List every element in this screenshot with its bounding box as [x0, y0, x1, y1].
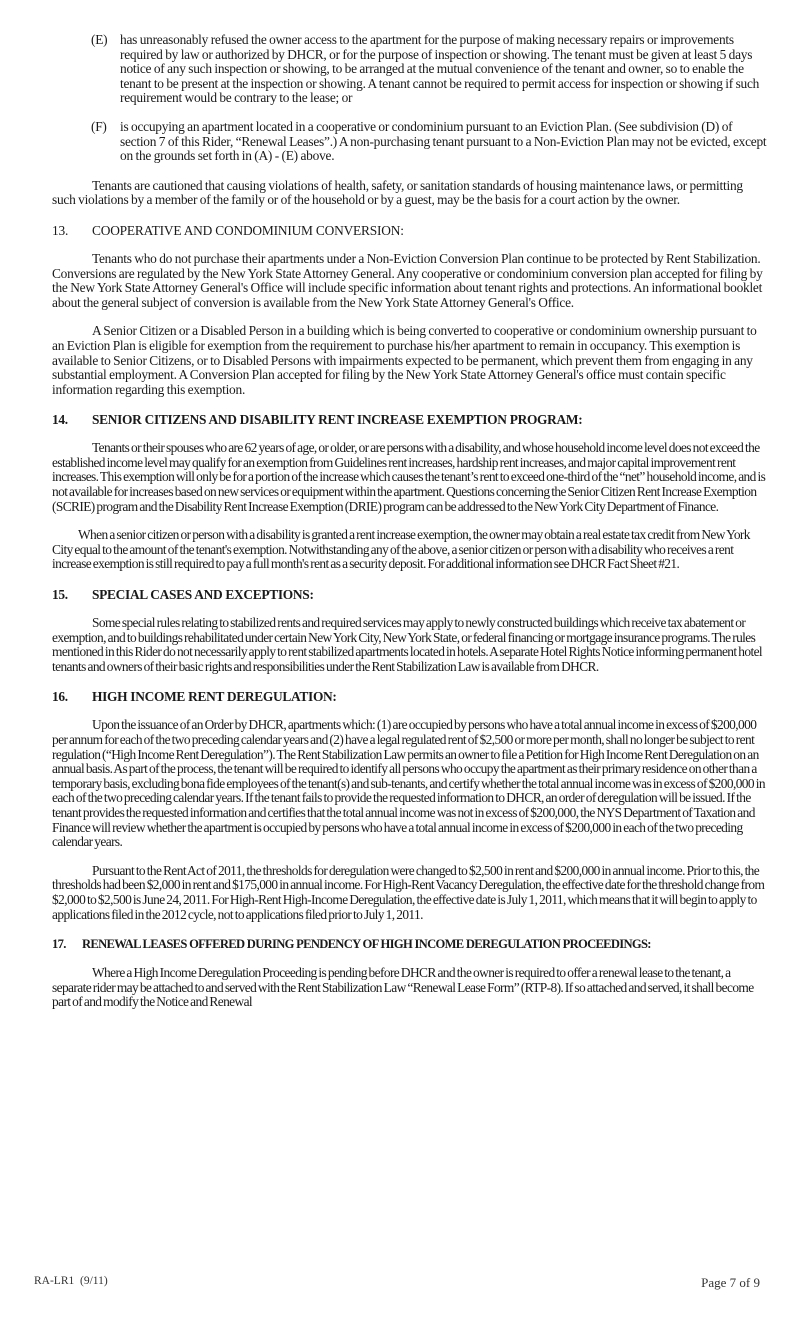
list-item-text: is occupying an apartment located in a cooperative or condominium pursuant to an Eviction Plan. (See subdivision (D) of section 7 of this Rider, “Renewal Leases”.) A non-purchasing tenant pursuant to a Non-Eviction Plan may not be evicted, except on the grounds set forth in (A) - (E) above. [120, 118, 767, 164]
list-item-f [52, 120, 768, 164]
caution-paragraph: Tenants are cautioned that causing violations of health, safety, or sanitation standards of housing maintenance laws, or permitting such violations by a member of the family or of the household or by a guest, may be the basis for a court action by the owner. [52, 177, 743, 208]
list-item-label: (F) [91, 118, 107, 134]
section-paragraph: Where a High Income Deregulation Proceeding is pending before DHCR and the owner is required to offer a renewal lease to the tenant, a separate rider may be attached to and served with the Rent Stabilization Law “Renewal Lease Form” (RTP-8). If so attached and served, it shall become part of and modify the Notice and Renewal [52, 965, 754, 1010]
section-title: SENIOR CITIZENS AND DISABILITY RENT INCREASE EXEMPTION PROGRAM: [92, 412, 583, 428]
section-heading-14 [52, 412, 768, 427]
section-title: HIGH INCOME RENT DEREGULATION: [92, 689, 337, 705]
page-footer [34, 1275, 766, 1291]
section-number: 13. [52, 222, 69, 238]
section-number: 17. [52, 937, 66, 952]
section-heading-17 [52, 937, 768, 952]
section-title: SPECIAL CASES AND EXCEPTIONS: [92, 587, 314, 603]
form-identifier: RA-LR1 (9/11) [34, 1275, 108, 1287]
list-item-text: has unreasonably refused the owner access to the apartment for the purpose of making necessary repairs or improvements required by law or authorized by DHCR, or for the purpose of inspection or showing. The tenant must be given at least 5 days notice of any such inspection or showing, to be arranged at the mutual convenience of the tenant and owner, so to enable the tenant to be present at the inspection or showing. A tenant cannot be required to permit access for inspection or showing if such requirement would be contrary to the lease; or [120, 32, 760, 106]
page-number: Page 7 of 9 [701, 1275, 760, 1290]
list-item-e [52, 33, 768, 106]
list-item-label: (E) [91, 32, 108, 47]
section-number: 15. [52, 587, 68, 603]
section-paragraph: Tenants who do not purchase their apartments under a Non-Eviction Conversion Plan continue to be protected by Rent Stabilization. Conversions are regulated by the New York State Attorney General. Any cooperative or condominium conversion plan accepted for filing by the New York State Attorney General's Office will include specific information about tenant rights and protections. An informational booklet about the general subject of conversion is available from the New York State Attorney General's Office. [52, 250, 763, 310]
section-heading-16 [52, 689, 768, 704]
section-paragraph: When a senior citizen or person with a disability is granted a rent increase exemption, the owner may obtain a real estate tax credit from New York City equal to the amount of the tenant's exemption. Notwithstanding any of the above, a senior citizen or person with a disability who receives a rent increase exemption is still required to pay a full month's rent as a security deposit. For additional information see DHCR Fact Sheet #21. [52, 527, 750, 572]
section-number: 14. [52, 412, 68, 428]
section-paragraph: Some special rules relating to stabilized rents and required services may apply to newly constructed buildings which receive tax abatement or exemption, and to buildings rehabilitated under certain New York City, New York State, or federal financing or mortgage insurance programs. The rules mentioned in this Rider do not necessarily apply to rent stabilized apartments located in hotels. A separate Hotel Rights Notice informing permanent hotel tenants and owners of their basic rights and responsibilities under the Rent Stabilization Law is available from DHCR. [52, 615, 763, 674]
section-title: COOPERATIVE AND CONDOMINIUM CONVERSION: [92, 222, 404, 238]
section-paragraph: A Senior Citizen or a Disabled Person in a building which is being converted to cooperative or condominium ownership pursuant to an Eviction Plan is eligible for exemption from the requirement to purchase his/her apartment to remain in occupancy. This exemption is available to Senior Citizens, or to Disabled Persons with impairments expected to be permanent, which prevent them from engaging in any substantial employment. A Conversion Plan accepted for filing by the New York State Attorney General's office must contain specific information regarding this exemption. [52, 323, 757, 397]
section-paragraph: Pursuant to the Rent Act of 2011, the thresholds for deregulation were changed to $2,500 in rent and $200,000 in annual income. Prior to this, the thresholds had been $2,000 in rent and $175,000 in annual income. For High-Rent Vacancy Deregulation, the effective date for the threshold change from $2,000 to $2,500 is June 24, 2011. For High-Rent High-Income Deregulation, the effective date is July 1, 2011, which means that it will begin to apply to applications filed in the 2012 cycle, not to applications filed prior to July 1, 2011. [52, 862, 765, 922]
section-number: 16. [52, 689, 68, 705]
section-heading-15 [52, 587, 768, 602]
section-heading-13 [52, 223, 768, 238]
section-paragraph: Upon the issuance of an Order by DHCR, apartments which: (1) are occupied by persons who have a total annual income in excess of $200,000 per annum for each of the two preceding calendar years and (2) have a legal regulated rent of $2,500 or more per month, shall no longer be subject to rent regulation (“High Income Rent Deregulation”). The Rent Stabilization Law permits an owner to file a Petition for High Income Rent Deregulation on an annual basis. As part of the process, the tenant will be required to identify all persons who occupy the apartment as their primary residence on other than a temporary basis, excluding bona fide employees of the tenant(s) and sub-tenants, and certify whether the total annual income was in excess of $200,000 in each of the two preceding calendar years. If the tenant fails to provide the requested information to DHCR, an order of deregulation will be issued. If the tenant provides the requested information and certifies that the total annual income was not in excess of $200,000, the NYS Department of Taxation and Finance will review whether the apartment is occupied by persons who have a total annual income in excess of $200,000 in each of the two preceding calendar years. [52, 717, 765, 850]
document-page [52, 33, 768, 1010]
section-title: RENEWAL LEASES OFFERED DURING PENDENCY OF HIGH INCOME DEREGULATION PROCEEDINGS: [82, 937, 651, 952]
section-paragraph: Tenants or their spouses who are 62 years of age, or older, or are persons with a disability, and whose household income level does not exceed the established income level may qualify for an exemption from Guidelines rent increases, hardship rent increases, and major capital improvement rent increases. This exemption will only be for a portion of the increase which causes the tenant’s rent to exceed one-third of the “net” household income, and is not available for increases based on new services or equipment within the apartment. Questions concerning the Senior Citizen Rent Increase Exemption (SCRIE) program and the Disability Rent Increase Exemption (DRIE) program can be addressed to the New York City Department of Finance. [52, 440, 766, 514]
